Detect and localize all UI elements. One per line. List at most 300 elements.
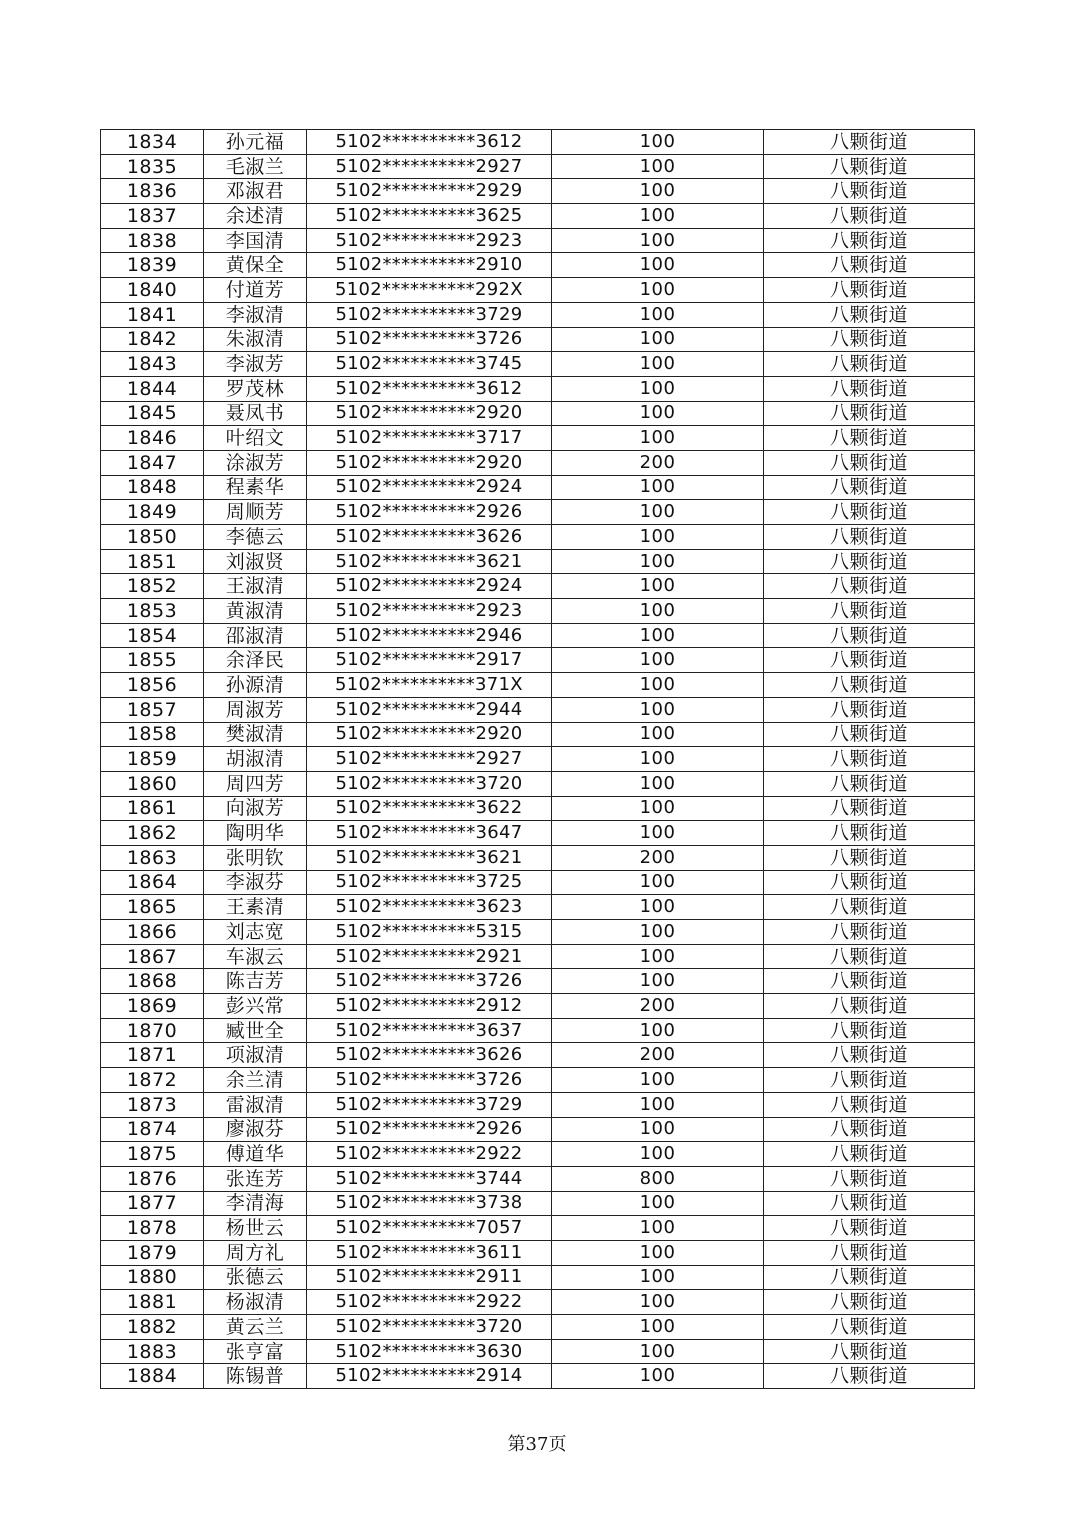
serial-number-cell: 1838: [101, 228, 204, 253]
name-cell: 向淑芳: [204, 796, 307, 821]
serial-number-cell: 1856: [101, 673, 204, 698]
id-number-cell: 5102**********3612: [307, 130, 552, 155]
name-cell: 余述清: [204, 204, 307, 229]
serial-number-cell: 1883: [101, 1339, 204, 1364]
amount-cell: 100: [552, 796, 764, 821]
id-number-cell: 5102**********3725: [307, 870, 552, 895]
table-row: [101, 426, 975, 451]
street-cell: 八颗街道: [764, 426, 975, 451]
street-cell: 八颗街道: [764, 1043, 975, 1068]
street-cell: 八颗街道: [764, 525, 975, 550]
table-row: [101, 228, 975, 253]
amount-cell: 100: [552, 525, 764, 550]
table-row: [101, 1290, 975, 1315]
id-number-cell: 5102**********292X: [307, 278, 552, 303]
serial-number-cell: 1843: [101, 352, 204, 377]
street-cell: 八颗街道: [764, 944, 975, 969]
street-cell: 八颗街道: [764, 673, 975, 698]
name-cell: 王素清: [204, 895, 307, 920]
amount-cell: 100: [552, 179, 764, 204]
name-cell: 李淑清: [204, 302, 307, 327]
amount-cell: 100: [552, 697, 764, 722]
street-cell: 八颗街道: [764, 574, 975, 599]
name-cell: 李德云: [204, 525, 307, 550]
table-row: [101, 1117, 975, 1142]
name-cell: 邓淑君: [204, 179, 307, 204]
serial-number-cell: 1853: [101, 599, 204, 624]
serial-number-cell: 1869: [101, 994, 204, 1019]
table-row: [101, 747, 975, 772]
street-cell: 八颗街道: [764, 278, 975, 303]
table-row: [101, 1265, 975, 1290]
street-cell: 八颗街道: [764, 253, 975, 278]
name-cell: 项淑清: [204, 1043, 307, 1068]
street-cell: 八颗街道: [764, 722, 975, 747]
serial-number-cell: 1834: [101, 130, 204, 155]
table-row: [101, 352, 975, 377]
street-cell: 八颗街道: [764, 747, 975, 772]
amount-cell: 100: [552, 130, 764, 155]
id-number-cell: 5102**********2944: [307, 697, 552, 722]
street-cell: 八颗街道: [764, 994, 975, 1019]
amount-cell: 100: [552, 352, 764, 377]
id-number-cell: 5102**********3726: [307, 969, 552, 994]
amount-cell: 100: [552, 278, 764, 303]
amount-cell: 100: [552, 401, 764, 426]
name-cell: 邵淑清: [204, 623, 307, 648]
table-row: [101, 525, 975, 550]
table-row: [101, 895, 975, 920]
id-number-cell: 5102**********3720: [307, 1315, 552, 1340]
id-number-cell: 5102**********3622: [307, 796, 552, 821]
table-row: [101, 450, 975, 475]
serial-number-cell: 1873: [101, 1092, 204, 1117]
name-cell: 周四芳: [204, 771, 307, 796]
amount-cell: 100: [552, 747, 764, 772]
table-row: [101, 1364, 975, 1389]
table-row: [101, 673, 975, 698]
amount-cell: 100: [552, 1018, 764, 1043]
id-number-cell: 5102**********2923: [307, 599, 552, 624]
name-cell: 涂淑芳: [204, 450, 307, 475]
name-cell: 付道芳: [204, 278, 307, 303]
serial-number-cell: 1872: [101, 1068, 204, 1093]
serial-number-cell: 1877: [101, 1191, 204, 1216]
id-number-cell: 5102**********3647: [307, 821, 552, 846]
table-row: [101, 302, 975, 327]
street-cell: 八颗街道: [764, 1290, 975, 1315]
street-cell: 八颗街道: [764, 969, 975, 994]
table-row: [101, 253, 975, 278]
amount-cell: 100: [552, 673, 764, 698]
serial-number-cell: 1848: [101, 475, 204, 500]
amount-cell: 100: [552, 376, 764, 401]
name-cell: 孙元福: [204, 130, 307, 155]
table-row: [101, 154, 975, 179]
serial-number-cell: 1880: [101, 1265, 204, 1290]
register-table: [100, 129, 975, 1389]
name-cell: 周方礼: [204, 1240, 307, 1265]
serial-number-cell: 1845: [101, 401, 204, 426]
name-cell: 叶绍文: [204, 426, 307, 451]
id-number-cell: 5102**********2924: [307, 574, 552, 599]
table-row: [101, 278, 975, 303]
serial-number-cell: 1851: [101, 549, 204, 574]
id-number-cell: 5102**********2911: [307, 1265, 552, 1290]
amount-cell: 100: [552, 1339, 764, 1364]
street-cell: 八颗街道: [764, 475, 975, 500]
id-number-cell: 5102**********2922: [307, 1142, 552, 1167]
amount-cell: 100: [552, 599, 764, 624]
table-row: [101, 1142, 975, 1167]
table-row: [101, 944, 975, 969]
id-number-cell: 5102**********3720: [307, 771, 552, 796]
amount-cell: 100: [552, 969, 764, 994]
name-cell: 张亨富: [204, 1339, 307, 1364]
serial-number-cell: 1867: [101, 944, 204, 969]
amount-cell: 100: [552, 870, 764, 895]
amount-cell: 100: [552, 1117, 764, 1142]
serial-number-cell: 1865: [101, 895, 204, 920]
table-row: [101, 1216, 975, 1241]
id-number-cell: 5102**********2923: [307, 228, 552, 253]
amount-cell: 100: [552, 920, 764, 945]
serial-number-cell: 1854: [101, 623, 204, 648]
id-number-cell: 5102**********2914: [307, 1364, 552, 1389]
id-number-cell: 5102**********2921: [307, 944, 552, 969]
name-cell: 余兰清: [204, 1068, 307, 1093]
id-number-cell: 5102**********2927: [307, 154, 552, 179]
serial-number-cell: 1849: [101, 500, 204, 525]
name-cell: 彭兴常: [204, 994, 307, 1019]
name-cell: 张德云: [204, 1265, 307, 1290]
amount-cell: 100: [552, 1191, 764, 1216]
street-cell: 八颗街道: [764, 845, 975, 870]
name-cell: 黄云兰: [204, 1315, 307, 1340]
table-row: [101, 1043, 975, 1068]
street-cell: 八颗街道: [764, 599, 975, 624]
name-cell: 张连芳: [204, 1166, 307, 1191]
id-number-cell: 5102**********3729: [307, 1092, 552, 1117]
name-cell: 臧世全: [204, 1018, 307, 1043]
street-cell: 八颗街道: [764, 1364, 975, 1389]
street-cell: 八颗街道: [764, 154, 975, 179]
street-cell: 八颗街道: [764, 623, 975, 648]
amount-cell: 200: [552, 450, 764, 475]
id-number-cell: 5102**********3738: [307, 1191, 552, 1216]
amount-cell: 100: [552, 1315, 764, 1340]
serial-number-cell: 1850: [101, 525, 204, 550]
id-number-cell: 5102**********3744: [307, 1166, 552, 1191]
street-cell: 八颗街道: [764, 870, 975, 895]
street-cell: 八颗街道: [764, 1117, 975, 1142]
name-cell: 张明钦: [204, 845, 307, 870]
table-row: [101, 1092, 975, 1117]
amount-cell: 100: [552, 228, 764, 253]
amount-cell: 100: [552, 302, 764, 327]
id-number-cell: 5102**********2922: [307, 1290, 552, 1315]
street-cell: 八颗街道: [764, 1166, 975, 1191]
amount-cell: 100: [552, 327, 764, 352]
id-number-cell: 5102**********2910: [307, 253, 552, 278]
table-row: [101, 327, 975, 352]
serial-number-cell: 1875: [101, 1142, 204, 1167]
amount-cell: 100: [552, 1364, 764, 1389]
serial-number-cell: 1870: [101, 1018, 204, 1043]
amount-cell: 100: [552, 1142, 764, 1167]
amount-cell: 100: [552, 722, 764, 747]
amount-cell: 100: [552, 154, 764, 179]
street-cell: 八颗街道: [764, 401, 975, 426]
street-cell: 八颗街道: [764, 1240, 975, 1265]
street-cell: 八颗街道: [764, 1216, 975, 1241]
amount-cell: 100: [552, 648, 764, 673]
serial-number-cell: 1840: [101, 278, 204, 303]
amount-cell: 100: [552, 1216, 764, 1241]
table-row: [101, 1191, 975, 1216]
table-row: [101, 796, 975, 821]
name-cell: 傅道华: [204, 1142, 307, 1167]
id-number-cell: 5102**********2917: [307, 648, 552, 673]
id-number-cell: 5102**********3626: [307, 1043, 552, 1068]
table-row: [101, 475, 975, 500]
id-number-cell: 5102**********2929: [307, 179, 552, 204]
street-cell: 八颗街道: [764, 1315, 975, 1340]
id-number-cell: 5102**********3625: [307, 204, 552, 229]
serial-number-cell: 1844: [101, 376, 204, 401]
table-row: [101, 870, 975, 895]
table-row: [101, 722, 975, 747]
id-number-cell: 5102**********3745: [307, 352, 552, 377]
name-cell: 周淑芳: [204, 697, 307, 722]
serial-number-cell: 1878: [101, 1216, 204, 1241]
id-number-cell: 5102**********3729: [307, 302, 552, 327]
street-cell: 八颗街道: [764, 130, 975, 155]
table-row: [101, 204, 975, 229]
amount-cell: 100: [552, 771, 764, 796]
table-row: [101, 648, 975, 673]
table-row: [101, 1018, 975, 1043]
table-row: [101, 1240, 975, 1265]
serial-number-cell: 1868: [101, 969, 204, 994]
table-row: [101, 574, 975, 599]
serial-number-cell: 1866: [101, 920, 204, 945]
id-number-cell: 5102**********3621: [307, 549, 552, 574]
street-cell: 八颗街道: [764, 1142, 975, 1167]
serial-number-cell: 1871: [101, 1043, 204, 1068]
serial-number-cell: 1874: [101, 1117, 204, 1142]
name-cell: 李淑芬: [204, 870, 307, 895]
name-cell: 胡淑清: [204, 747, 307, 772]
id-number-cell: 5102**********3726: [307, 327, 552, 352]
register-table-body: [101, 130, 975, 1389]
serial-number-cell: 1876: [101, 1166, 204, 1191]
amount-cell: 200: [552, 845, 764, 870]
id-number-cell: 5102**********3630: [307, 1339, 552, 1364]
table-row: [101, 599, 975, 624]
id-number-cell: 5102**********3717: [307, 426, 552, 451]
id-number-cell: 5102**********3726: [307, 1068, 552, 1093]
street-cell: 八颗街道: [764, 920, 975, 945]
table-row: [101, 1166, 975, 1191]
id-number-cell: 5102**********2946: [307, 623, 552, 648]
serial-number-cell: 1836: [101, 179, 204, 204]
name-cell: 程素华: [204, 475, 307, 500]
street-cell: 八颗街道: [764, 1068, 975, 1093]
table-row: [101, 376, 975, 401]
table-row: [101, 500, 975, 525]
table-row: [101, 920, 975, 945]
table-row: [101, 179, 975, 204]
id-number-cell: 5102**********3623: [307, 895, 552, 920]
id-number-cell: 5102**********2924: [307, 475, 552, 500]
name-cell: 毛淑兰: [204, 154, 307, 179]
name-cell: 刘淑贤: [204, 549, 307, 574]
id-number-cell: 5102**********3621: [307, 845, 552, 870]
id-number-cell: 5102**********3637: [307, 1018, 552, 1043]
amount-cell: 200: [552, 1043, 764, 1068]
name-cell: 罗茂林: [204, 376, 307, 401]
name-cell: 杨世云: [204, 1216, 307, 1241]
serial-number-cell: 1842: [101, 327, 204, 352]
amount-cell: 100: [552, 895, 764, 920]
id-number-cell: 5102**********2920: [307, 401, 552, 426]
id-number-cell: 5102**********3611: [307, 1240, 552, 1265]
table-row: [101, 771, 975, 796]
amount-cell: 100: [552, 204, 764, 229]
amount-cell: 800: [552, 1166, 764, 1191]
name-cell: 陶明华: [204, 821, 307, 846]
street-cell: 八颗街道: [764, 1339, 975, 1364]
amount-cell: 100: [552, 1290, 764, 1315]
street-cell: 八颗街道: [764, 796, 975, 821]
id-number-cell: 5102**********3626: [307, 525, 552, 550]
amount-cell: 100: [552, 623, 764, 648]
serial-number-cell: 1841: [101, 302, 204, 327]
table-row: [101, 130, 975, 155]
name-cell: 樊淑清: [204, 722, 307, 747]
name-cell: 孙源清: [204, 673, 307, 698]
serial-number-cell: 1882: [101, 1315, 204, 1340]
amount-cell: 100: [552, 1240, 764, 1265]
name-cell: 周顺芳: [204, 500, 307, 525]
amount-cell: 100: [552, 549, 764, 574]
table-row: [101, 1339, 975, 1364]
amount-cell: 100: [552, 475, 764, 500]
serial-number-cell: 1860: [101, 771, 204, 796]
serial-number-cell: 1864: [101, 870, 204, 895]
amount-cell: 200: [552, 994, 764, 1019]
name-cell: 李国清: [204, 228, 307, 253]
amount-cell: 100: [552, 253, 764, 278]
name-cell: 刘志宽: [204, 920, 307, 945]
id-number-cell: 5102**********2920: [307, 722, 552, 747]
table-row: [101, 1315, 975, 1340]
id-number-cell: 5102**********2926: [307, 500, 552, 525]
name-cell: 李清海: [204, 1191, 307, 1216]
street-cell: 八颗街道: [764, 549, 975, 574]
page-number: 第37页: [507, 1434, 567, 1455]
serial-number-cell: 1837: [101, 204, 204, 229]
name-cell: 李淑芳: [204, 352, 307, 377]
street-cell: 八颗街道: [764, 450, 975, 475]
table-row: [101, 845, 975, 870]
serial-number-cell: 1884: [101, 1364, 204, 1389]
serial-number-cell: 1859: [101, 747, 204, 772]
id-number-cell: 5102**********2927: [307, 747, 552, 772]
serial-number-cell: 1855: [101, 648, 204, 673]
amount-cell: 100: [552, 1068, 764, 1093]
name-cell: 余泽民: [204, 648, 307, 673]
serial-number-cell: 1846: [101, 426, 204, 451]
amount-cell: 100: [552, 821, 764, 846]
id-number-cell: 5102**********3612: [307, 376, 552, 401]
serial-number-cell: 1863: [101, 845, 204, 870]
street-cell: 八颗街道: [764, 648, 975, 673]
amount-cell: 100: [552, 1265, 764, 1290]
street-cell: 八颗街道: [764, 302, 975, 327]
amount-cell: 100: [552, 944, 764, 969]
name-cell: 王淑清: [204, 574, 307, 599]
street-cell: 八颗街道: [764, 1092, 975, 1117]
amount-cell: 100: [552, 426, 764, 451]
name-cell: 黄淑清: [204, 599, 307, 624]
serial-number-cell: 1879: [101, 1240, 204, 1265]
serial-number-cell: 1881: [101, 1290, 204, 1315]
id-number-cell: 5102**********2926: [307, 1117, 552, 1142]
table-row: [101, 401, 975, 426]
serial-number-cell: 1858: [101, 722, 204, 747]
name-cell: 陈锡普: [204, 1364, 307, 1389]
id-number-cell: 5102**********371X: [307, 673, 552, 698]
serial-number-cell: 1835: [101, 154, 204, 179]
name-cell: 廖淑芬: [204, 1117, 307, 1142]
amount-cell: 100: [552, 574, 764, 599]
street-cell: 八颗街道: [764, 895, 975, 920]
table-row: [101, 623, 975, 648]
street-cell: 八颗街道: [764, 228, 975, 253]
table-row: [101, 821, 975, 846]
id-number-cell: 5102**********2920: [307, 450, 552, 475]
name-cell: 陈吉芳: [204, 969, 307, 994]
table-row: [101, 549, 975, 574]
table-row: [101, 1068, 975, 1093]
name-cell: 黄保全: [204, 253, 307, 278]
street-cell: 八颗街道: [764, 500, 975, 525]
street-cell: 八颗街道: [764, 771, 975, 796]
street-cell: 八颗街道: [764, 376, 975, 401]
street-cell: 八颗街道: [764, 821, 975, 846]
street-cell: 八颗街道: [764, 697, 975, 722]
serial-number-cell: 1861: [101, 796, 204, 821]
street-cell: 八颗街道: [764, 204, 975, 229]
street-cell: 八颗街道: [764, 1265, 975, 1290]
id-number-cell: 5102**********5315: [307, 920, 552, 945]
id-number-cell: 5102**********7057: [307, 1216, 552, 1241]
name-cell: 车淑云: [204, 944, 307, 969]
street-cell: 八颗街道: [764, 1191, 975, 1216]
name-cell: 朱淑清: [204, 327, 307, 352]
id-number-cell: 5102**********2912: [307, 994, 552, 1019]
name-cell: 杨淑清: [204, 1290, 307, 1315]
serial-number-cell: 1862: [101, 821, 204, 846]
street-cell: 八颗街道: [764, 1018, 975, 1043]
street-cell: 八颗街道: [764, 179, 975, 204]
name-cell: 聂凤书: [204, 401, 307, 426]
serial-number-cell: 1847: [101, 450, 204, 475]
serial-number-cell: 1857: [101, 697, 204, 722]
amount-cell: 100: [552, 1092, 764, 1117]
